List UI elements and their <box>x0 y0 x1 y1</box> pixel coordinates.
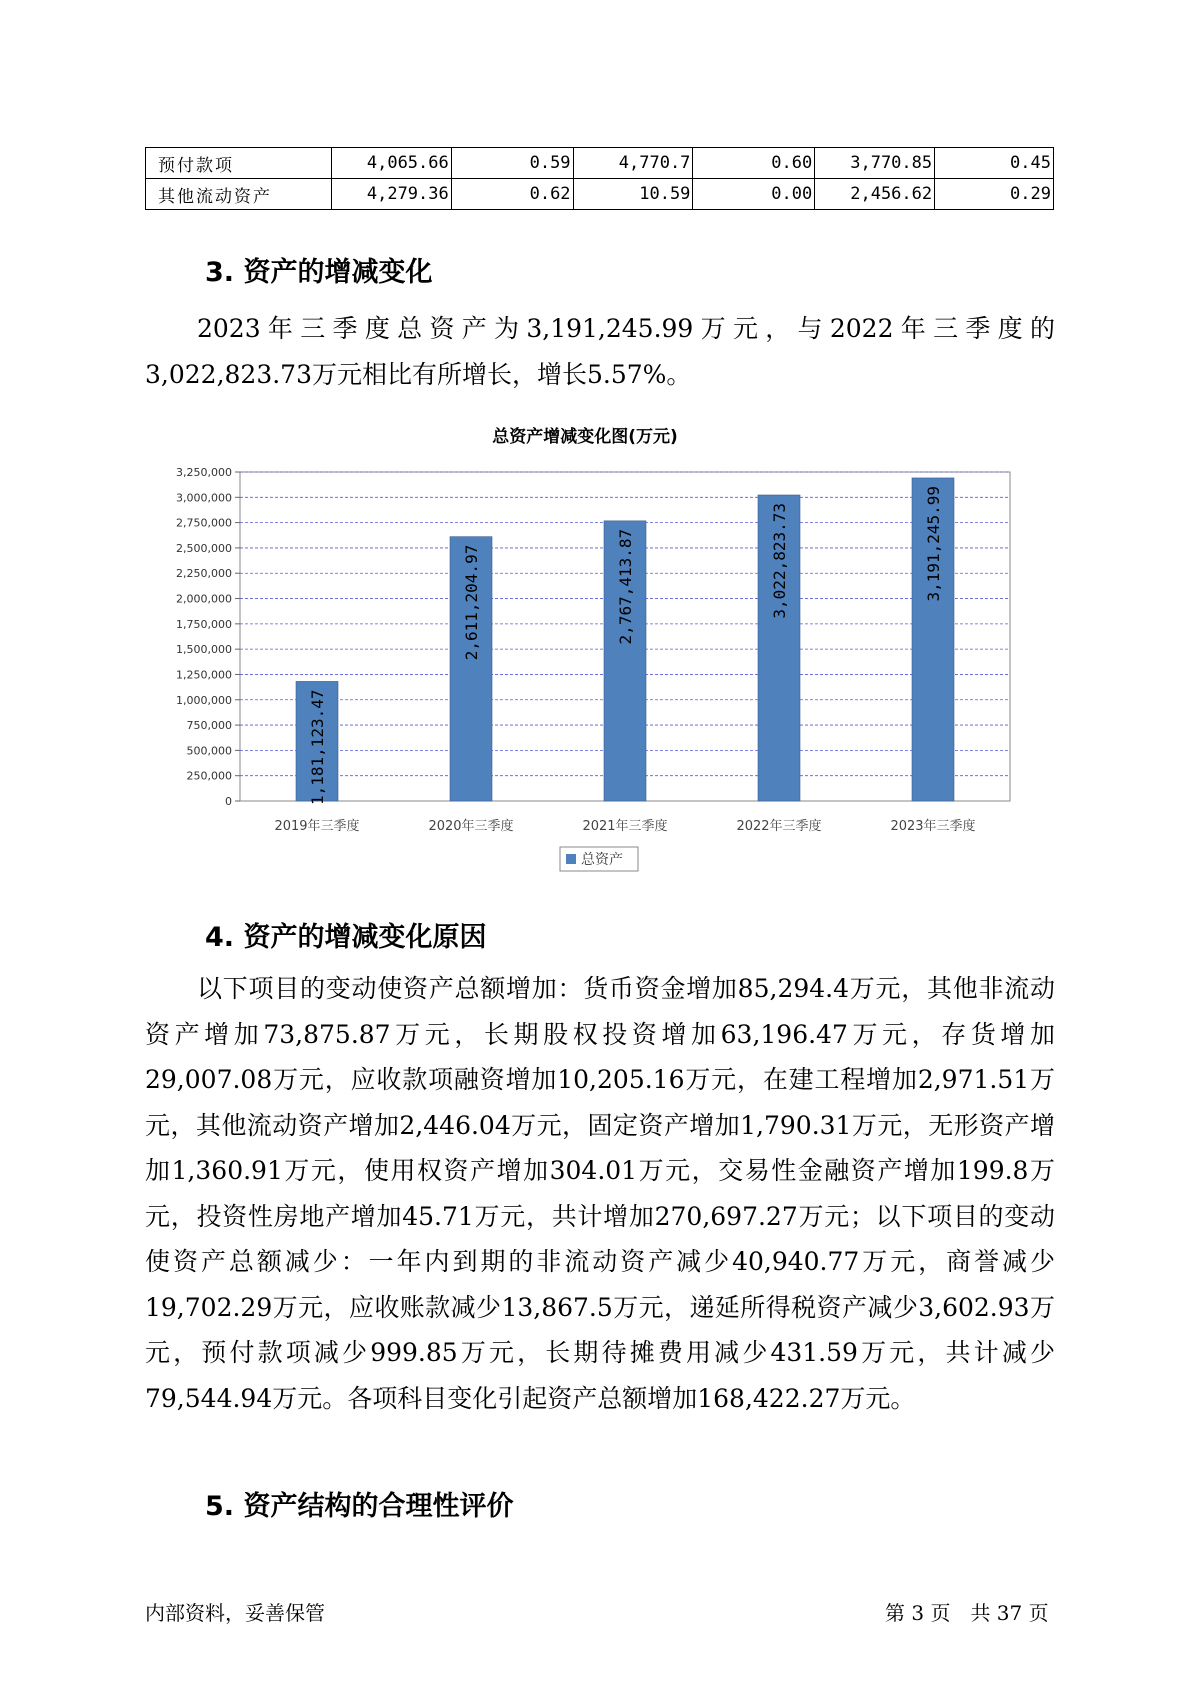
y-tick-label: 500,000 <box>186 744 232 758</box>
y-tick-label: 2,250,000 <box>176 567 232 581</box>
table-cell: 0.00 <box>693 179 815 210</box>
footer-note: 内部资料，妥善保管 <box>145 1601 325 1625</box>
section-heading: 4. 资产的增减变化原因 <box>205 922 487 953</box>
y-tick-label: 2,000,000 <box>176 592 232 606</box>
section-heading: 5. 资产结构的合理性评价 <box>205 1491 514 1522</box>
table-cell: 2,456.62 <box>815 179 935 210</box>
table-cell: 10.59 <box>573 179 693 210</box>
x-tick-label: 2019年三季度 <box>274 819 360 834</box>
bar-data-label: 2,767,413.87 <box>616 528 635 645</box>
y-tick-label: 2,500,000 <box>176 541 232 555</box>
table-cell: 0.60 <box>693 148 815 179</box>
y-tick-label: 2,750,000 <box>176 516 232 530</box>
x-tick-label: 2022年三季度 <box>736 819 822 834</box>
y-tick-label: 1,000,000 <box>176 693 232 707</box>
row-label: 预付款项 <box>146 148 332 179</box>
page-number: 第 3 页 共 37 页 <box>885 1601 1049 1625</box>
asset-table <box>145 147 1054 210</box>
bar-data-label: 2,611,204.97 <box>462 544 481 661</box>
y-tick-label: 1,750,000 <box>176 617 232 631</box>
y-tick-label: 1,250,000 <box>176 668 232 682</box>
section-heading: 3. 资产的增减变化 <box>205 257 433 288</box>
table-row <box>146 148 1054 179</box>
y-tick-label: 250,000 <box>186 769 232 783</box>
y-tick-label: 1,500,000 <box>176 643 232 657</box>
table-cell: 0.59 <box>451 148 573 179</box>
x-tick-label: 2021年三季度 <box>582 819 668 834</box>
table-cell: 0.29 <box>935 179 1054 210</box>
table-row <box>146 179 1054 210</box>
table-cell: 3,770.85 <box>815 148 935 179</box>
chart-title: 总资产增减变化图(万元) <box>492 427 678 447</box>
y-tick-label: 0 <box>225 795 232 808</box>
bar-data-label: 3,022,823.73 <box>770 502 789 619</box>
bar-data-label: 3,191,245.99 <box>924 485 943 602</box>
plot-area <box>176 466 1010 871</box>
table-cell: 0.62 <box>451 179 573 210</box>
y-tick-label: 750,000 <box>186 719 232 733</box>
section-paragraph: 以下项目的变动使资产总额增加：货币资金增加85,294.4万元，其他非流动资产增加73,875.87万元，长期股权投资增加63,196.47万元，存货增加29,007.08万元，应收款项融资增加10,205.16万元，在建工程增加2,971.51万元，其他流动资产增加2,446.04万元，固定资产增加1,790.31万元，无形资产增加1,360.91万元，使用权资产增加304.01万元，交易性金融资产增加199.8万元，投资性房地产增加45.71万元，共计增加270,697.27万元；以下项目的变动使资产总额减少：一年内到期的非流动资产减少40,940.77万元，商誉减少19,702.29万元，应收账款减少13,867.5万元，递延所得税资产减少3,602.93万元，预付款项减少999.85万元，长期待摊费用减少431.59万元，共计减少79,544.94万元。各项科目变化引起资产总额增加168,422.27万元。 <box>145 974 1055 1413</box>
total-assets-chart <box>160 420 1020 880</box>
bar-data-label: 1,181,123.47 <box>308 689 327 806</box>
table-cell: 4,065.66 <box>331 148 451 179</box>
y-tick-label: 3,250,000 <box>176 466 232 479</box>
x-tick-label: 2023年三季度 <box>890 819 976 834</box>
legend-label: 总资产 <box>581 852 623 868</box>
row-label: 其他流动资产 <box>146 179 332 210</box>
table-cell: 4,770.7 <box>573 148 693 179</box>
section-paragraph: 2023年三季度总资产为3,191,245.99万元，与2022年三季度的3,022,823.73万元相比有所增长，增长5.57%。 <box>145 314 1055 389</box>
x-tick-label: 2020年三季度 <box>428 819 514 834</box>
legend-swatch <box>566 854 576 864</box>
table-cell: 0.45 <box>935 148 1054 179</box>
y-tick-label: 3,000,000 <box>176 491 232 505</box>
table-cell: 4,279.36 <box>331 179 451 210</box>
